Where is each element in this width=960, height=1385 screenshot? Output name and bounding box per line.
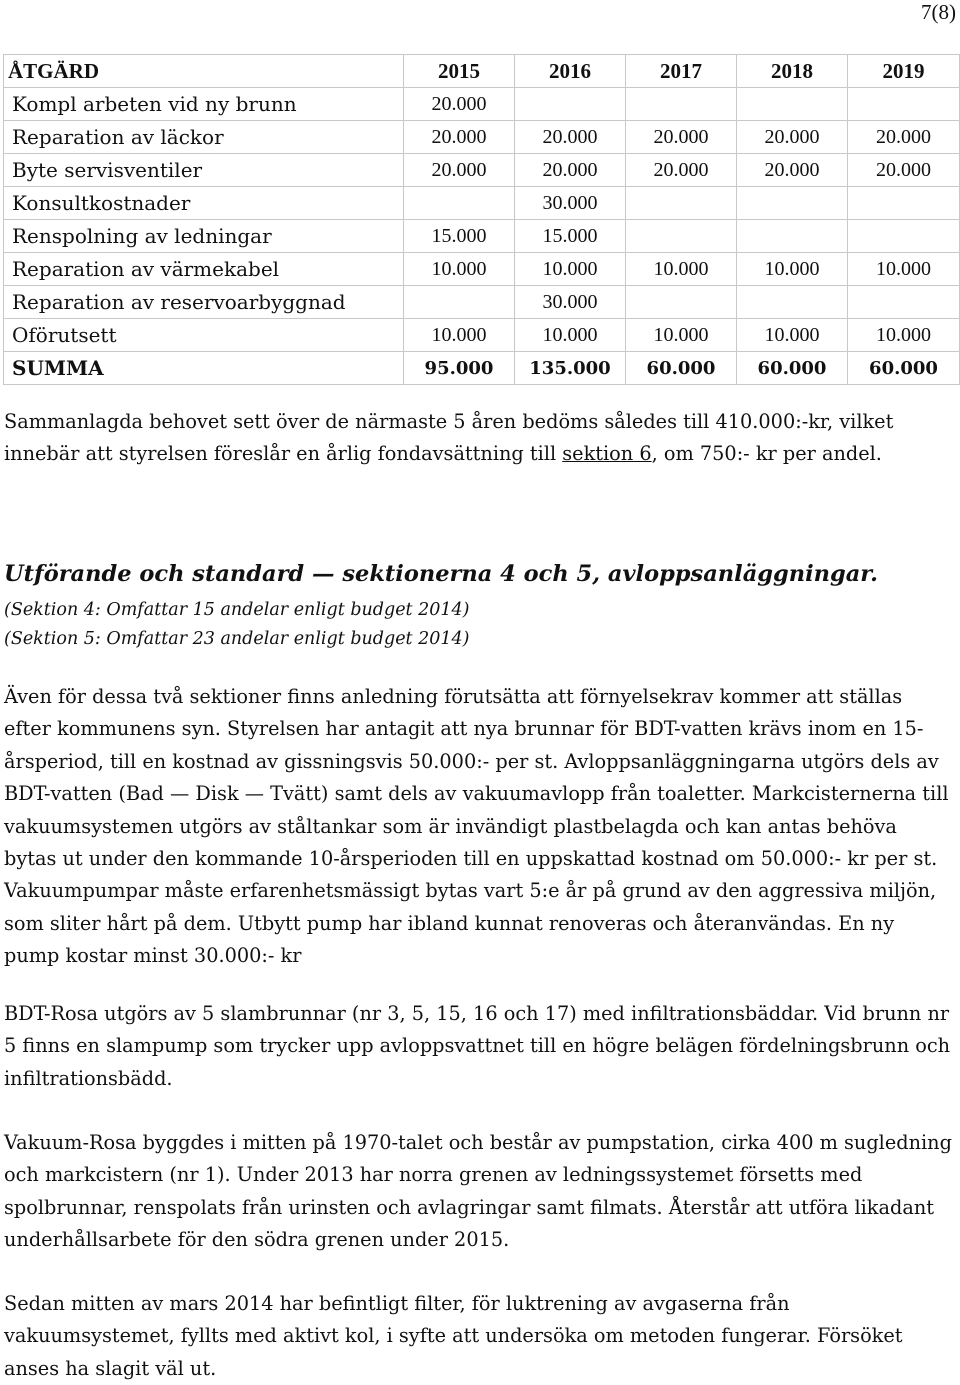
cell-value xyxy=(737,187,848,220)
cell-value xyxy=(848,286,960,319)
sum-value: 95.000 xyxy=(404,352,515,385)
column-header-year: 2018 xyxy=(737,55,848,88)
cell-value: 20.000 xyxy=(515,154,626,187)
cell-value: 20.000 xyxy=(737,121,848,154)
summary-text: Sammanlagda behovet sett över de närmaste 5 åren bedöms således till 410.000:-kr, vilket innebär att styrelsen föreslår en årlig fondavsättning till xyxy=(4,410,894,466)
cell-value: 20.000 xyxy=(626,154,737,187)
section-5-note: (Sektion 5: Omfattar 23 andelar enligt budget 2014) xyxy=(4,629,470,649)
column-header-action: ÅTGÄRD xyxy=(4,55,404,88)
cell-value xyxy=(626,220,737,253)
summary-text-end: , om 750:- kr per andel. xyxy=(651,442,882,466)
budget-table xyxy=(3,54,960,385)
cell-value: 20.000 xyxy=(848,154,960,187)
cell-value: 20.000 xyxy=(404,121,515,154)
row-label: Konsultkostnader xyxy=(4,187,404,220)
table-row xyxy=(4,319,960,352)
row-label: Renspolning av ledningar xyxy=(4,220,404,253)
cell-value: 10.000 xyxy=(515,253,626,286)
section-6-reference: sektion 6 xyxy=(562,442,652,466)
sum-value: 60.000 xyxy=(626,352,737,385)
sum-label: SUMMA xyxy=(4,352,404,385)
body-paragraph: Även för dessa två sektioner finns anledning förutsätta att förnyelsekrav kommer att ställas efter kommunens syn. Styrelsen har antagit att nya brunnar för BDT-vatten krävs inom en 15-årsperiod, till en kostnad av gissningsvis 50.000:- per st. Avloppsanläggningarna utgörs dels av BDT-vatten (Bad — Disk — Tvätt) samt dels av vakuumavlopp från toaletter. Markcisternerna till vakuumsystemen utgörs av ståltankar som är invändigt plastbelagda och kan antas behöva bytas ut under den kommande 10-årsperioden till en uppskattad kostnad om 50.000:- kr per st. Vakuumpumpar måste erfarenhetsmässigt bytas vart 5:e år på grund av den aggressiva miljön, som sliter hårt på dem. Utbytt pump har ibland kunnat renoveras och återanvändas. En ny pump kostar minst 30.000:- kr xyxy=(4,685,949,968)
table-row xyxy=(4,286,960,319)
sum-value: 60.000 xyxy=(848,352,960,385)
body-paragraph: Vakuum-Rosa byggdes i mitten på 1970-talet och består av pumpstation, cirka 400 m sugledning och markcistern (nr 1). Under 2013 har norra grenen av ledningssystemet försetts med spolbrunnar, renspolats från urinsten och avlagringar samt filmats. Återstår att utföra likadant underhållsarbete för den södra grenen under 2015. xyxy=(4,1131,952,1252)
row-label: Reparation av värmekabel xyxy=(4,253,404,286)
cell-value: 10.000 xyxy=(848,253,960,286)
row-label: Reparation av reservoarbyggnad xyxy=(4,286,404,319)
body-paragraph: BDT-Rosa utgörs av 5 slambrunnar (nr 3, 5, 15, 16 och 17) med infiltrationsbäddar. Vid brunn nr 5 finns en slampump som trycker upp avloppsvattnet till en högre belägen fördelningsbrunn och infiltrationsbädd. xyxy=(4,1002,951,1090)
row-label: Kompl arbeten vid ny brunn xyxy=(4,88,404,121)
sum-value: 60.000 xyxy=(737,352,848,385)
cell-value: 20.000 xyxy=(626,121,737,154)
table-row xyxy=(4,187,960,220)
cell-value: 10.000 xyxy=(626,253,737,286)
row-label: Byte servisventiler xyxy=(4,154,404,187)
cell-value xyxy=(515,88,626,121)
cell-value: 10.000 xyxy=(848,319,960,352)
cell-value xyxy=(737,220,848,253)
table-sum-row xyxy=(4,352,960,385)
cell-value xyxy=(626,88,737,121)
cell-value: 20.000 xyxy=(404,154,515,187)
row-label: Reparation av läckor xyxy=(4,121,404,154)
cell-value xyxy=(404,187,515,220)
column-header-year: 2016 xyxy=(515,55,626,88)
table-header-row xyxy=(4,55,960,88)
table-row xyxy=(4,88,960,121)
column-header-year: 2015 xyxy=(404,55,515,88)
cell-value: 10.000 xyxy=(737,319,848,352)
cell-value xyxy=(404,286,515,319)
section-4-note: (Sektion 4: Omfattar 15 andelar enligt budget 2014) xyxy=(4,600,470,620)
cell-value: 10.000 xyxy=(626,319,737,352)
column-header-year: 2019 xyxy=(848,55,960,88)
cell-value xyxy=(626,187,737,220)
table-row xyxy=(4,220,960,253)
cell-value: 15.000 xyxy=(515,220,626,253)
cell-value: 10.000 xyxy=(404,253,515,286)
cell-value: 20.000 xyxy=(848,121,960,154)
section-heading: Utförande och standard — sektionerna 4 och 5, avloppsanläggningar. xyxy=(4,561,878,587)
cell-value: 20.000 xyxy=(515,121,626,154)
cell-value: 15.000 xyxy=(404,220,515,253)
table-row xyxy=(4,154,960,187)
table-row xyxy=(4,121,960,154)
cell-value: 30.000 xyxy=(515,187,626,220)
cell-value xyxy=(626,286,737,319)
cell-value: 20.000 xyxy=(404,88,515,121)
cell-value xyxy=(848,187,960,220)
cell-value xyxy=(848,88,960,121)
table-row xyxy=(4,253,960,286)
cell-value xyxy=(737,88,848,121)
body-paragraph: Sedan mitten av mars 2014 har befintligt filter, för luktrening av avgaserna från vakuumsystemet, fyllts med aktivt kol, i syfte att undersöka om metoden fungerar. Försöket anses ha slagit väl ut. xyxy=(4,1292,903,1380)
cell-value: 20.000 xyxy=(737,154,848,187)
row-label: Oförutsett xyxy=(4,319,404,352)
column-header-year: 2017 xyxy=(626,55,737,88)
cell-value: 30.000 xyxy=(515,286,626,319)
summary-paragraph xyxy=(4,406,954,471)
page-number: 7(8) xyxy=(921,0,956,24)
sum-value: 135.000 xyxy=(515,352,626,385)
cell-value: 10.000 xyxy=(515,319,626,352)
cell-value: 10.000 xyxy=(404,319,515,352)
cell-value: 10.000 xyxy=(737,253,848,286)
cell-value xyxy=(848,220,960,253)
cell-value xyxy=(737,286,848,319)
